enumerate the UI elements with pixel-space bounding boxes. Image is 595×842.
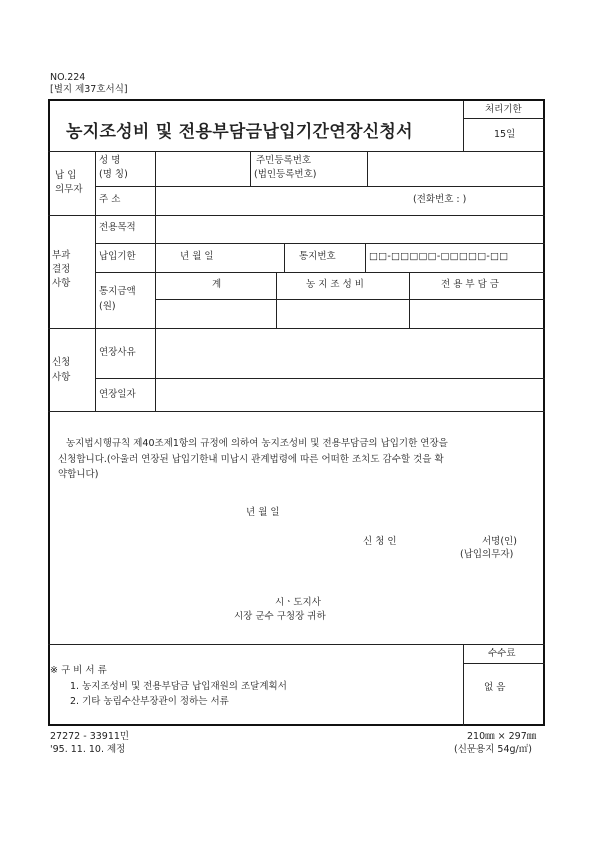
footer-enacted: '95. 11. 10. 제정 xyxy=(50,744,126,755)
footer-code: 27272 - 33911민 xyxy=(50,731,130,742)
statement-line-2: 신청합니다.(아울러 연장된 납입기한내 미납시 관계법령에 따른 어떠한 조치도 감수할 것을 확 xyxy=(58,454,444,465)
line-amount-header-bottom xyxy=(155,299,545,300)
phone-label: (전화번호 : ) xyxy=(413,194,467,205)
processing-value: 15일 xyxy=(494,129,516,140)
reason-label: 연장사유 xyxy=(99,347,136,358)
id-label-sub: (법인등록번호) xyxy=(254,169,317,180)
line-payer-bottom xyxy=(48,215,545,216)
form-title: 농지조성비 및 전용부담금납입기간연장신청서 xyxy=(66,122,413,142)
line-fee-header-bottom xyxy=(463,663,545,664)
reason-input[interactable] xyxy=(157,330,543,376)
statement-line-3: 약합니다) xyxy=(58,469,99,480)
amount-label: 통지금액 xyxy=(99,286,136,297)
col-conversion-header: 전 용 부 담 금 xyxy=(441,279,499,290)
form-number: NO.224 xyxy=(50,72,86,83)
purpose-input[interactable] xyxy=(157,217,543,241)
id-label: 주민등록번호 xyxy=(256,155,312,166)
vline-id-value xyxy=(367,151,368,186)
vline-amount-1 xyxy=(276,272,277,328)
address-label: 주 소 xyxy=(99,194,121,205)
amount-conversion-input[interactable] xyxy=(411,301,543,326)
authority-line-1: 시ㆍ도지사 xyxy=(275,597,321,608)
name-label: 성 명 xyxy=(99,155,121,166)
name-label-sub: (명 칭) xyxy=(99,169,128,180)
purpose-label: 전용목적 xyxy=(99,222,136,233)
applicant-label: 신 청 인 xyxy=(363,536,397,547)
due-label: 납입기한 xyxy=(99,251,136,262)
vline-notice-value xyxy=(365,243,366,272)
amount-label-sub: (원) xyxy=(99,301,116,312)
notice-label: 통지번호 xyxy=(299,251,336,262)
payer-section-label-2: 의무자 xyxy=(55,184,83,195)
address-input[interactable] xyxy=(157,188,407,213)
vline-due-notice xyxy=(284,243,285,272)
signature-label: 서명(인) xyxy=(482,536,517,547)
authority-line-2: 시장 군수 구청장 귀하 xyxy=(234,611,326,622)
request-section-label-2: 사항 xyxy=(52,372,71,383)
vline-label xyxy=(155,151,156,411)
vline-name-id xyxy=(250,151,251,186)
required-doc-2: 2. 기타 농림수산부장관이 정하는 서류 xyxy=(70,696,229,707)
notice-number-field[interactable]: □□-□□□□□-□□□□□-□□ xyxy=(369,251,509,262)
line-levy-bottom xyxy=(48,328,545,329)
line-name-bottom xyxy=(95,186,545,187)
fee-label: 수수료 xyxy=(488,648,516,659)
levy-section-label: 부과 xyxy=(52,250,71,261)
amount-total-input[interactable] xyxy=(157,301,274,326)
amount-farmland-input[interactable] xyxy=(278,301,407,326)
attachment-label: [별지 제37호서식] xyxy=(50,84,128,95)
line-statement-bottom xyxy=(48,644,545,645)
date-input[interactable] xyxy=(157,380,543,409)
required-doc-1: 1. 농지조성비 및 전용부담금 납입재원의 조달계획서 xyxy=(70,681,287,692)
processing-label: 처리기한 xyxy=(485,104,522,115)
application-date: 년 월 일 xyxy=(246,507,280,518)
title-divider xyxy=(463,101,464,151)
line-request-bottom xyxy=(48,411,545,412)
line-due-bottom xyxy=(95,272,545,273)
statement-line-1: 농지법시행규칙 제40조제1항의 규정에 의하여 농지조성비 및 전용부담금의 납입기한 연장을 xyxy=(66,438,448,449)
processing-divider xyxy=(463,118,545,119)
vline-section xyxy=(95,151,96,411)
request-section-label: 신청 xyxy=(52,357,71,368)
levy-section-label-2: 결정 xyxy=(52,264,71,275)
applicant-sub-label: (납입의무자) xyxy=(460,549,514,560)
footer-size: 210㎜ × 297㎜ xyxy=(467,731,537,742)
due-date-field[interactable]: 년 월 일 xyxy=(180,251,214,262)
payer-section-label: 납 입 xyxy=(55,170,77,181)
col-farmland-header: 농 지 조 성 비 xyxy=(306,279,364,290)
fee-value: 없 음 xyxy=(484,682,506,693)
vline-amount-2 xyxy=(409,272,410,328)
vline-fee xyxy=(463,644,464,726)
date-label: 연장일자 xyxy=(99,389,136,400)
line-reason-bottom xyxy=(95,378,545,379)
line-purpose-bottom xyxy=(95,243,545,244)
footer-paper: (신문용지 54g/㎡) xyxy=(454,744,532,755)
line-title-bottom xyxy=(48,151,545,152)
required-docs-title: ※ 구 비 서 류 xyxy=(50,665,107,676)
col-total-header: 계 xyxy=(212,279,222,290)
levy-section-label-3: 사항 xyxy=(52,278,71,289)
id-input[interactable] xyxy=(369,153,543,184)
name-input[interactable] xyxy=(157,153,248,184)
